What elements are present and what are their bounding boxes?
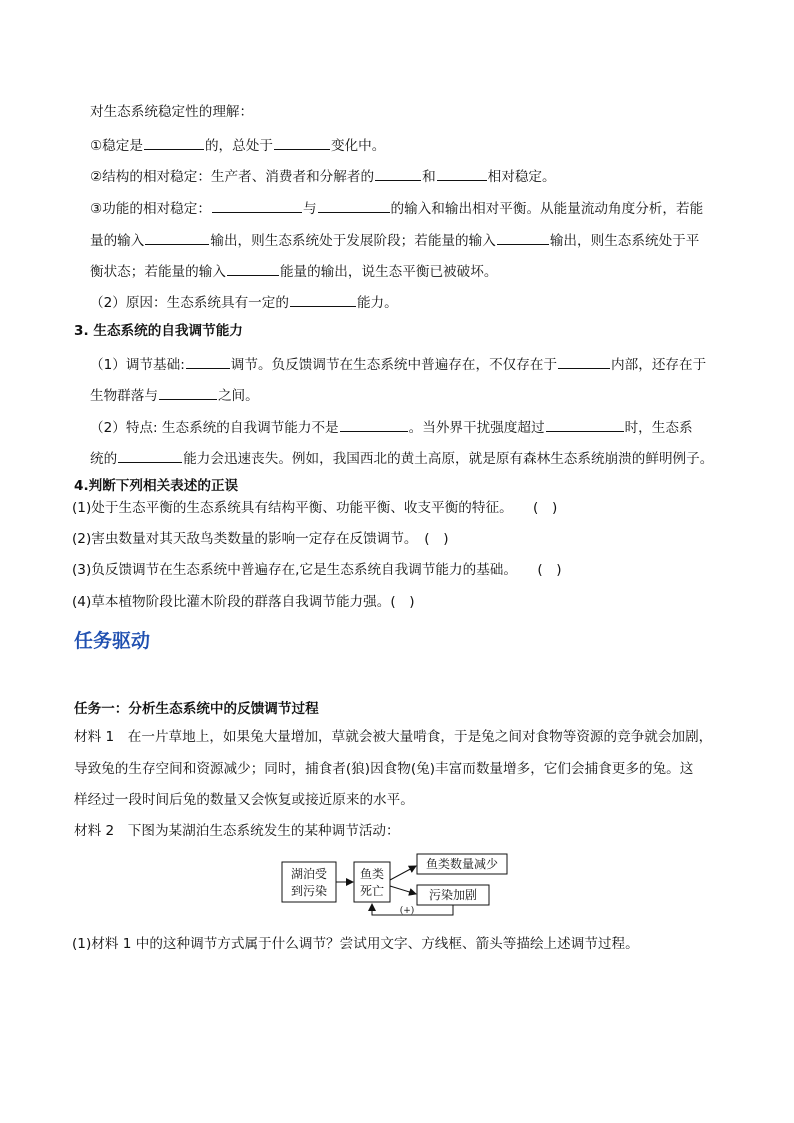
answer-blank[interactable] [227,261,279,276]
stability-item-2: ②结构的相对稳定：生产者、消费者和分解者的 和 相对稳定。 [90,166,556,186]
regulation-basis: （1）调节基础: 调节。负反馈调节在生态系统中普遍存在，不仅存在于 内部，还存在于 [90,354,706,374]
material-1-line-2: 导致兔的生存空间和资源减少；同时，捕食者(狼)因食物(兔)丰富而数量增多，它们会捕食更多的兔。这 [74,761,694,777]
answer-blank[interactable] [159,385,217,400]
answer-blank[interactable] [497,230,549,245]
judgement-item-4: (4)草本植物阶段比灌木阶段的群落自我调节能力强。( ) [72,594,415,610]
stability-item-3-cont: 量的输入 输出，则生态系统处于发展阶段；若能量的输入 输出，则生态系统处于平 [90,230,699,250]
diagram-arrow [390,866,416,880]
cause-line: （2）原因：生态系统具有一定的 能力。 [90,292,398,312]
regulation-feature-cont: 统的 能力会迅速丧失。例如，我国西北的黄土高原，就是原有森林生态系统崩溃的鲜明例子。 [90,448,713,468]
material-1-line-3: 样经过一段时间后兔的数量又会恢复或接近原来的水平。 [74,792,414,808]
judgement-item-1: (1)处于生态平衡的生态系统具有结构平衡、功能平衡、收支平衡的特征。 ( ) [72,500,558,516]
judgement-item-2: (2)害虫数量对其天敌鸟类数量的影响一定存在反馈调节。 ( ) [72,531,449,547]
regulation-feature: （2）特点: 生态系统的自我调节能力不是 。当外界干扰强度超过 时，生态系 [90,417,693,437]
diagram-label: 鱼类数量减少 [425,857,499,871]
diagram-label: 湖泊受 [290,867,328,881]
answer-blank[interactable] [340,417,408,432]
diagram-label: 死亡 [359,884,385,898]
material-1-line-1: 材料 1 在一片草地上，如果兔大量增加，草就会被大量啃食，于是兔之间对食物等资源的竞争就会加剧， [74,729,713,745]
answer-blank[interactable] [118,448,182,463]
stability-item-1: ①稳定是 的，总处于 变化中。 [90,135,385,155]
stability-item-3-end: 衡状态；若能量的输入 能量的输出，说生态平衡已被破坏。 [90,261,497,281]
question-1: (1)材料 1 中的这种调节方式属于什么调节？尝试用文字、方线框、箭头等描绘上述调节过程。 [72,936,639,952]
answer-blank[interactable] [274,135,330,150]
lake-feedback-diagram [280,852,520,922]
answer-blank[interactable] [437,166,487,181]
answer-blank[interactable] [375,166,421,181]
diagram-label: 到污染 [290,884,328,898]
task-one-heading: 任务一：分析生态系统中的反馈调节过程 [74,701,319,717]
answer-blank[interactable] [145,230,209,245]
answer-blank[interactable] [546,417,624,432]
answer-blank[interactable] [318,198,390,213]
stability-item-3: ③功能的相对稳定： 与 的输入和输出相对平衡。从能量流动角度分析，若能 [90,198,703,218]
diagram-label: 鱼类 [359,867,385,881]
regulation-basis-cont: 生物群落与 之间。 [90,385,259,405]
diagram-label: 污染加剧 [428,888,478,902]
stability-intro: 对生态系统稳定性的理解： [90,104,254,120]
heading-judgement: 4.判断下列相关表述的正误 [74,478,239,494]
material-2-line: 材料 2 下图为某湖泊生态系统发生的某种调节活动： [74,823,400,839]
judgement-item-3: (3)负反馈调节在生态系统中普遍存在,它是生态系统自我调节能力的基础。 ( ) [72,562,562,578]
section-title: 任务驱动 [74,630,151,652]
answer-blank[interactable] [186,354,230,369]
answer-blank[interactable] [144,135,204,150]
diagram-arrow [390,886,416,894]
answer-blank[interactable] [558,354,610,369]
answer-blank[interactable] [212,198,302,213]
answer-blank[interactable] [290,292,356,307]
diagram-feedback-label: (+) [399,906,415,916]
heading-self-regulation: 3. 生态系统的自我调节能力 [74,323,243,339]
